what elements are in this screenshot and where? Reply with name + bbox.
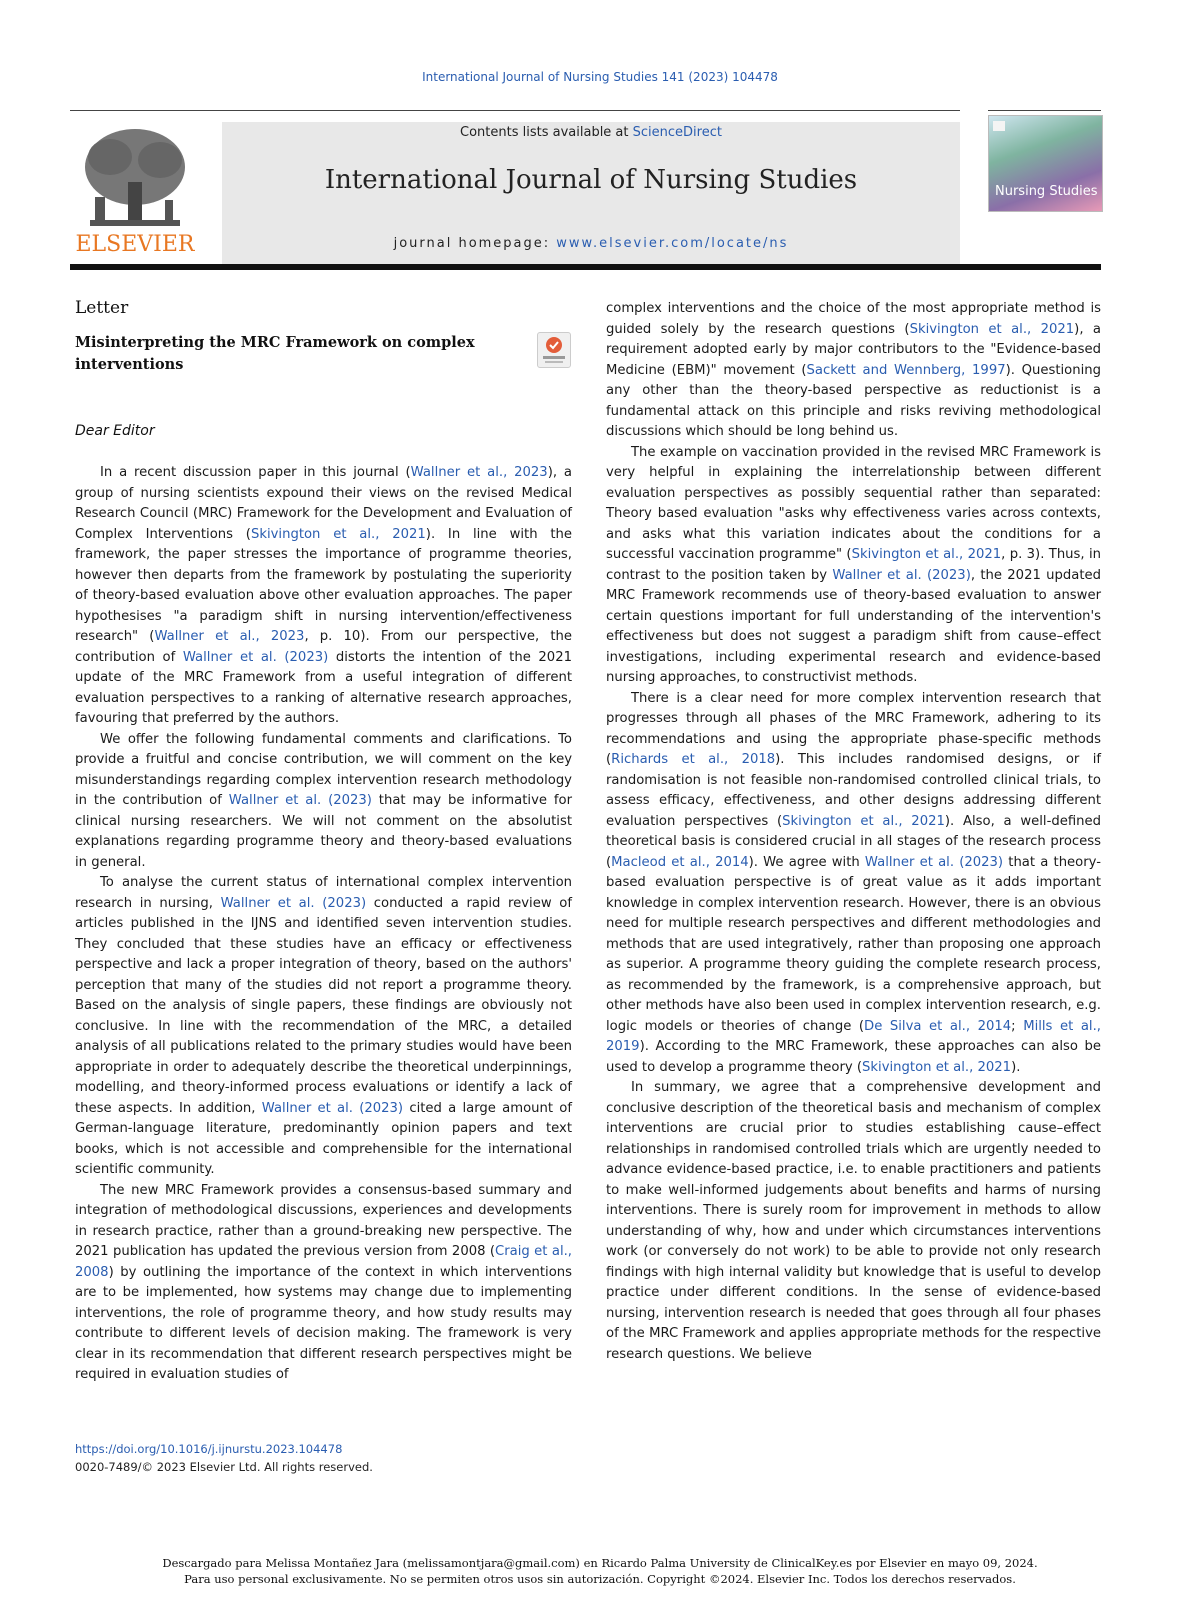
body-text: cited a large amount of German-language literature, predominantly opinion papers and text books, which is not accessible and comprehensible for the international scientific community. xyxy=(75,1100,572,1177)
body-text: ). This includes randomised designs, or if randomisation is not feasible non-randomised controlled clinical trials, to assess efficacy, effectiveness, and other designs addressing different evaluation perspectives ( xyxy=(606,752,1102,829)
body-text: ). Also, a well-defined theoretical basis is considered crucial in all stages of the research process ( xyxy=(606,813,1101,870)
body-text: We offer the following fundamental comments and clarifications. To provide a fruitful and concise contribution, we will comment on the key misunderstandings regarding complex intervention research methodology in the contribution of xyxy=(75,731,572,808)
body-text: ). Questioning any other than the theory-based perspective as reductionist is a fundamental attack on this principle and risks reviving methodological discussions which should be long behind us. xyxy=(606,362,1102,439)
left-column xyxy=(75,463,572,1386)
doi-link[interactable]: https://doi.org/10.1016/j.ijnurstu.2023.104478 xyxy=(75,1442,343,1456)
citation-link[interactable]: Skivington et al., 2021 xyxy=(250,526,426,542)
masthead-rule xyxy=(70,264,1101,270)
journal-cover-image[interactable] xyxy=(988,115,1103,212)
body-paragraph xyxy=(606,1078,1101,1365)
homepage-prefix: journal homepage: xyxy=(393,236,557,251)
body-text: ) by outlining the importance of the context in which interventions are to be implemented, how systems may change due to implementing interventions, the role of programme theory, and how study results may contribute to different levels of decision making. The framework is very clear in its recommendation that different research perspectives might be required in evaluation studies of xyxy=(75,1264,572,1382)
contents-line xyxy=(222,125,960,140)
citation-link[interactable]: Wallner et al. (2023) xyxy=(228,793,372,808)
citation-link[interactable]: Wallner et al., 2023 xyxy=(410,465,548,480)
body-text: The example on vaccination provided in the revised MRC Framework is very helpful in explaining the interrelationship between different evaluation perspectives as possibly sequential rather than separated: Theory based evaluation "asks why effectiveness varies across contexts, and asks what this variation indicates about the conditions for a successful vaccination programme" ( xyxy=(606,444,1101,562)
body-paragraph xyxy=(75,1181,572,1386)
sciencedirect-link[interactable]: ScienceDirect xyxy=(632,125,722,140)
body-text: In a recent discussion paper in this journal ( xyxy=(100,465,411,480)
citation-link[interactable]: Wallner et al. (2023) xyxy=(832,567,971,583)
footer-line-1: Descargado para Melissa Montañez Jara (melissamontjara@gmail.com) en Ricardo Palma University de ClinicalKey.es por Elsevier en mayo 09, 2024. xyxy=(162,1556,1038,1570)
footer-line-2: Para uso personal exclusivamente. No se permiten otros usos sin autorización. Copyright ©2024. Elsevier Inc. Todos los derechos reservados. xyxy=(184,1572,1016,1586)
salutation: Dear Editor xyxy=(75,423,155,439)
citation-link[interactable]: Skivington et al., 2021 xyxy=(851,547,1002,562)
body-text: , p. 3). Thus, in contrast to the position taken by xyxy=(606,547,1101,583)
body-paragraph xyxy=(75,463,572,730)
tree-icon xyxy=(85,129,185,226)
citation-link[interactable]: Wallner et al. (2023) xyxy=(864,854,1004,870)
body-text: conducted a rapid review of articles published in the IJNS and identified seven intervention studies. They concluded that these studies have an efficacy or effectiveness perspective and lack a proper integration of theory, based on the authors' perception that many of the studies did not report a programme theory. Based on the analysis of single papers, these findings are obviously not conclusive. In line with the recommendation of the MRC, a detailed analysis of all publications related to the primary studies would have been appropriate in order to adequately describe the theoretical underpinnings, modelling, and theory-informed process evaluations or identify a lack of these aspects. In addition, xyxy=(75,895,572,1116)
article-type: Letter xyxy=(75,298,129,318)
body-text: ). According to the MRC Framework, these approaches can also be used to develop a programme theory ( xyxy=(606,1039,1101,1075)
body-text: ). In line with the framework, the paper stresses the importance of programme theories, however then departs from the framework by postulating the superiority of theory-based evaluation above other evaluation approaches. The paper hypothesises "a paradigm shift in nursing intervention/effectiveness research" ( xyxy=(75,526,572,644)
doi-block xyxy=(75,1440,373,1476)
body-text: distorts the intention of the 2021 update of the MRC Framework from a useful integration of different evaluation perspectives to a ranking of alternative research approaches, favouring that preferred by the authors. xyxy=(75,649,572,726)
cover-elsevier-mark xyxy=(993,121,1005,131)
citation-link[interactable]: Wallner et al. (2023) xyxy=(182,649,329,665)
citation-link[interactable]: Sackett and Wennberg, 1997 xyxy=(806,362,1006,378)
body-text: that may be informative for clinical nursing researchers. We will not comment on the absolutist explanations regarding programme theory and theory-based evaluations in general. xyxy=(75,793,572,870)
citation-link[interactable]: Mills et al., 2019 xyxy=(606,1018,1101,1054)
homepage-line xyxy=(222,236,960,251)
citation-link[interactable]: De Silva et al., 2014 xyxy=(864,1018,1012,1034)
citation-link[interactable]: Skivington et al., 2021 xyxy=(909,321,1075,337)
cover-label: Nursing Studies xyxy=(995,184,1098,199)
body-text: ), a requirement adopted early by major contributors to the "Evidence-based Medicine (EBM)" movement ( xyxy=(606,321,1101,378)
body-text: The new MRC Framework provides a consensus-based summary and integration of methodological discussions, experiences and developments in research practice, rather than a ground-breaking new perspective. The 2021 publication has updated the previous version from 2008 ( xyxy=(75,1182,572,1259)
journal-title: International Journal of Nursing Studies xyxy=(324,165,858,195)
check-for-updates-icon[interactable] xyxy=(537,332,571,368)
body-paragraph xyxy=(75,873,572,1181)
citation-link[interactable]: Craig et al., 2008 xyxy=(75,1244,572,1280)
download-footer xyxy=(0,1555,1200,1587)
copyright-line: 0020-7489/© 2023 Elsevier Ltd. All rights reserved. xyxy=(75,1460,373,1474)
body-text: , the 2021 updated MRC Framework recommends use of theory-based evaluation to answer certain questions important for full understanding of the intervention's effectiveness but does not suggest a paradigm shift from cause–effect investigations, including experimental research and evidence-based nursing approaches, to constructivist methods. xyxy=(606,567,1101,685)
body-paragraph xyxy=(75,730,572,874)
citation-link[interactable]: Richards et al., 2018 xyxy=(611,752,776,767)
body-paragraph xyxy=(606,299,1101,443)
header-rule-right xyxy=(988,110,1101,111)
publisher-name: ELSEVIER xyxy=(75,232,195,257)
body-text: To analyse the current status of international complex intervention research in nursing, xyxy=(75,875,572,911)
body-paragraph xyxy=(606,689,1101,1079)
body-text: , p. 10). From our perspective, the contribution of xyxy=(75,629,572,665)
body-text: There is a clear need for more complex intervention research that progresses through all phases of the MRC Framework, adhering to its recommendations and using the appropriate phase-specific methods ( xyxy=(606,690,1101,767)
body-text: that a theory-based evaluation perspective is of great value as it adds important knowledge in complex intervention research. However, there is an obvious need for multiple research perspectives and different methodologies and methods that are used integratively, rather than proposing one approach as superior. A programme theory guiding the complete research process, as recommended by the framework, is a comprehensive approach, but other methods have also been used in complex intervention research, e.g. logic models or theories of change ( xyxy=(606,854,1101,1034)
body-text: ). xyxy=(1011,1059,1021,1075)
citation-link[interactable]: Wallner et al. (2023) xyxy=(261,1100,404,1116)
body-paragraph xyxy=(606,443,1101,689)
citation-link[interactable]: Wallner et al. (2023) xyxy=(220,895,367,911)
body-text: ; xyxy=(1011,1018,1024,1034)
homepage-link[interactable]: www.elsevier.com/locate/ns xyxy=(556,236,789,251)
body-text: In summary, we agree that a comprehensive development and conclusive description of the theoretical basis and mechanism of complex interventions are crucial prior to studies establishing cause–effect relationships in randomised controlled trials which are urgently needed to advance evidence-based practice, i.e. to enable practitioners and patients to make well-informed judgements about benefits and harms of nursing interventions. There is surely room for improvement in methods to allow understanding of why, how and under which circumstances interventions work (or conversely do not work) to be able to provide not only research findings with high internal validity but knowledge that is useful to develop practice under different conditions. In the sense of evidence-based nursing, intervention research is needed that goes through all four phases of the MRC Framework and applies appropriate methods for the respective research questions. We believe xyxy=(606,1080,1101,1362)
contents-prefix: Contents lists available at xyxy=(460,125,633,140)
citation-link[interactable]: Wallner et al., 2023 xyxy=(154,629,305,644)
body-text: ), a group of nursing scientists expound their views on the revised Medical Research Council (MRC) Framework for the Development and Evaluation of Complex Interventions ( xyxy=(75,465,572,542)
citation-link[interactable]: Macleod et al., 2014 xyxy=(611,854,749,870)
header-rule xyxy=(70,110,960,111)
citation-link[interactable]: Skivington et al., 2021 xyxy=(782,813,945,829)
right-column xyxy=(606,299,1101,1365)
running-head[interactable]: International Journal of Nursing Studies 141 (2023) 104478 xyxy=(422,70,778,84)
article-title: Misinterpreting the MRC Framework on complex interventions xyxy=(75,334,475,373)
body-text: ). We agree with xyxy=(748,854,865,870)
citation-link[interactable]: Skivington et al., 2021 xyxy=(862,1059,1012,1075)
body-text: complex interventions and the choice of the most appropriate method is guided solely by the research questions ( xyxy=(606,301,1101,337)
